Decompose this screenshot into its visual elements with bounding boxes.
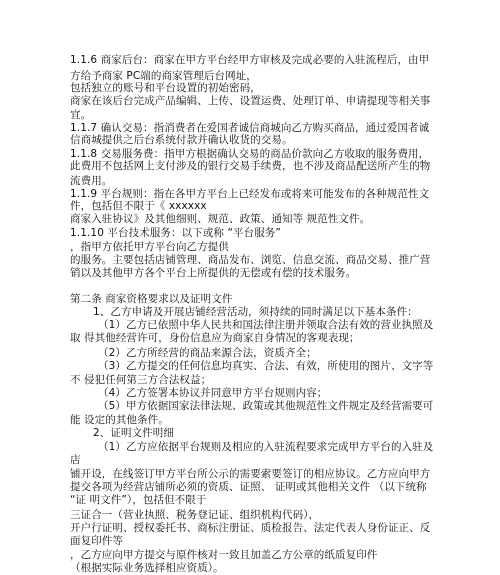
text-line: （5）甲方依据国家法律法规、政策或其他规范性文件规定及经营需要可 — [98, 400, 434, 412]
text-line: 提交各项为经营店铺所必须的资质、证照、 证明或其他相关文件 （以下统称 — [70, 481, 427, 493]
text-line: 三证合一（营业执照、税务登记证、组织机构代码）， — [70, 509, 320, 521]
text-line: 铺开设，在线签订甲方平台所公示的需要索要签订的相应协议。乙方应向甲方 — [70, 468, 431, 480]
text-line: 的服务。主要包括店铺管理、商品发布、浏览、信息交流、商品交易、推广营 — [70, 254, 431, 266]
text-line: 店 — [70, 454, 81, 466]
text-line: 包括独立的账号和平台设置的初始密码， — [70, 82, 261, 94]
text-line: 开户行证明、授权委托书、商标注册证、质检报告、法定代表人身份证正、反 — [70, 522, 431, 534]
text-line: 件，包括但不限于《 xxxxxx — [70, 200, 207, 212]
text-line: 1、乙方申请及开展店铺经营活动，须持续的同时满足以下基本条件： — [93, 306, 418, 318]
section-heading: 第二条 商家资格要求以及证明文件 — [70, 293, 233, 305]
text-line: 能 设定的其他条件。 — [70, 414, 169, 426]
text-line: 方给予商家 PC端的商家管理后台网址， — [70, 70, 257, 82]
text-line: （2）乙方所经营的商品来源合法，资质齐全； — [98, 347, 317, 359]
text-line: （3）乙方提交的任何信息均真实、合法、有效，所使用的图片、文字等 — [98, 360, 434, 372]
text-line: （根据实际业务选择相应资质）。 — [70, 562, 224, 574]
text-line: 商家入驻协议》及其他细则、规范、政策、通知等 规范性文件。 — [70, 213, 371, 225]
text-line: （4）乙方签署本协议并同意甲方平台规则内容； — [98, 387, 328, 399]
text-line: 此费用不包括网上支付涉及的银行交易手续费，也不涉及商品配送所产生的物 — [70, 160, 431, 172]
text-line: 不 侵犯任何第三方合法权益； — [70, 374, 212, 386]
text-line: 1.1.6 商家后台：商家在甲方平台经甲方审核及完成必要的入驻流程后，由甲 — [70, 54, 430, 66]
text-line: 商家在该后台完成产品编辑、上传、设置运费、处理订单、申请提现等相关事 — [70, 95, 431, 107]
text-line: 面复印件等 — [70, 535, 123, 547]
text-line: 1.1.9 平台规则：指在各甲方平台上已经发布或将来可能发布的各种规范性文 — [70, 188, 430, 200]
text-line: 流费用。 — [70, 175, 113, 187]
text-line: ，乙方应向甲方提交与原件核对一致且加盖乙方公章的纸质复印件 — [70, 549, 378, 561]
text-line: ，指甲方依托甲方平台向乙方提供 — [70, 241, 229, 253]
text-line: 1.1.10 平台技术服务：以下或称 “平台服务” — [70, 227, 281, 239]
text-line: 销以及其他甲方各个平台上所提供的无偿或有偿的技术服务。 — [70, 267, 357, 279]
text-line: 宜。 — [70, 109, 92, 121]
text-line: 1.1.8 交易服务费：指甲方根据确认交易的商品价款向乙方收取的服务费用， — [70, 148, 430, 160]
text-line: 取 得其他经营许可，身份信息应为商家自身情况的客观表现； — [70, 332, 360, 344]
text-line: 信商城提供之后台系统付款并确认收货的交易。 — [70, 134, 293, 146]
text-line: （1）乙方应依据平台规则及相应的入驻流程要求完成甲方平台的入驻及 — [98, 441, 434, 453]
text-line: 1.1.7 确认交易：指消费者在爱国者诚信商城向乙方购买商品，通过爱国者诚 — [70, 122, 430, 134]
text-line: “证 明文件”），包括但不限于 — [70, 494, 207, 506]
text-line: （1）乙方已依照中华人民共和国法律注册并领取合法有效的营业执照及 — [98, 319, 434, 331]
text-line: 2、证明文件明细 — [93, 427, 174, 439]
